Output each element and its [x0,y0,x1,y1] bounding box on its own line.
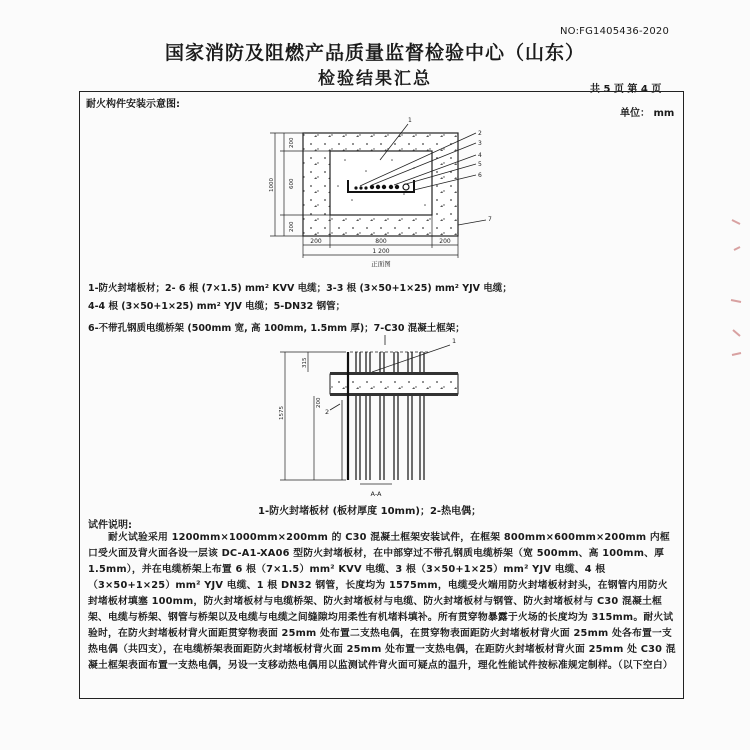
dim-label: 600 [289,178,295,189]
front-callout: 3 [478,140,482,147]
dim-label: 200 [310,238,322,245]
section-callout: 1 [452,337,457,345]
dim-label: 200 [289,221,295,232]
front-callout: 2 [478,130,482,137]
stamp-mark [728,210,746,370]
legend-line: 1-防火封堵板材；2- 6 根 (7×1.5) mm² KVV 电缆；3-3 根 (3×50+1×25) mm² YJV 电缆； [88,283,512,294]
front-callout: 6 [478,172,482,179]
diagram-label: 耐火构件安装示意图: [86,99,180,110]
front-callout: 5 [478,161,482,168]
dim-label: 1000 [269,178,275,192]
legend-line: 4-4 根 (3×50+1×25) mm² YJV 电缆；5-DN32 钢管； [88,301,346,312]
unit-label: 单位： mm [620,108,675,119]
section-label: A-A [370,490,382,498]
front-view-caption: 正面图 [371,260,391,268]
dim-label: 200 [316,397,322,408]
front-callout: 7 [488,216,492,223]
report-title: 国家消防及阻燃产品质量监督检验中心（山东） [164,42,585,64]
page-info: 共 5 页 第 4 页 [590,84,662,95]
section-caption: 1-防火封堵板材 (板材厚度 10mm)；2-热电偶； [258,506,482,517]
dim-label: 800 [375,238,387,245]
report-subtitle: 检验结果汇总 [318,69,432,89]
dim-label: 1 200 [372,248,390,255]
section-callout: 2 [325,408,330,416]
dim-label: 1575 [279,406,285,420]
dim-label: 200 [289,137,295,148]
doc-number: NO:FG1405436-2020 [560,26,670,37]
dim-label: 200 [439,238,451,245]
front-callout: 4 [478,152,482,159]
front-callout: 1 [408,117,412,124]
notes-body: 耐火试验采用 1200mm×1000mm×200mm 的 C30 混凝土框架安装试件，在框架 800mm×600mm×200mm 内框口受火面及背火面各设一层该 DC-A1-XA06 型防火封堵板材，在中部穿过不带孔钢质电缆桥架（宽 500mm、高 100mm、厚 1.5mm），并在电缆桥架上布置 6 根（7×1.5）mm² KVV 电缆、3 根（3×50+1×25）mm² YJV 电缆、4 根（3×50+1×25）mm² YJV 电缆、1 根 DN32 钢管，长度均为 1575mm，电缆受火端用防火封堵板材封头，在钢管内用防火封堵板材填塞 100mm，防火封堵板材与电缆桥架、防火封堵板材与电缆、防火封堵板材与钢管、防火封堵板材与 C30 混凝土框架、电缆与桥架、钢管与桥架以及电缆与电缆之间缝隙均用柔性有机堵料填补。所有贯穿物暴露于火场的长度均为 315mm。耐火试验时，在防火封堵板材背火面距贯穿物表面 25mm 处布置二支热电偶，在贯穿物表面距防火封堵板材背火面 25mm 处各布置一支热电偶（共四支），在电缆桥架表面距防火封堵板材背火面 25mm 处布置一支热电偶，在距防火封堵板材背火面 25mm 处 C30 混凝土框架表面布置一支热电偶，另设一支移动热电偶用以监测试件背火面可疑点的温升，理化性能试件按标准规定制样。（以下空白） [88,532,676,671]
dim-label: 315 [302,357,308,368]
legend-line: 6-不带孔钢质电缆桥架 (500mm 宽, 高 100mm, 1.5mm 厚)；7-C30 混凝土框架； [88,323,465,334]
notes-title: 试件说明: [88,520,132,531]
